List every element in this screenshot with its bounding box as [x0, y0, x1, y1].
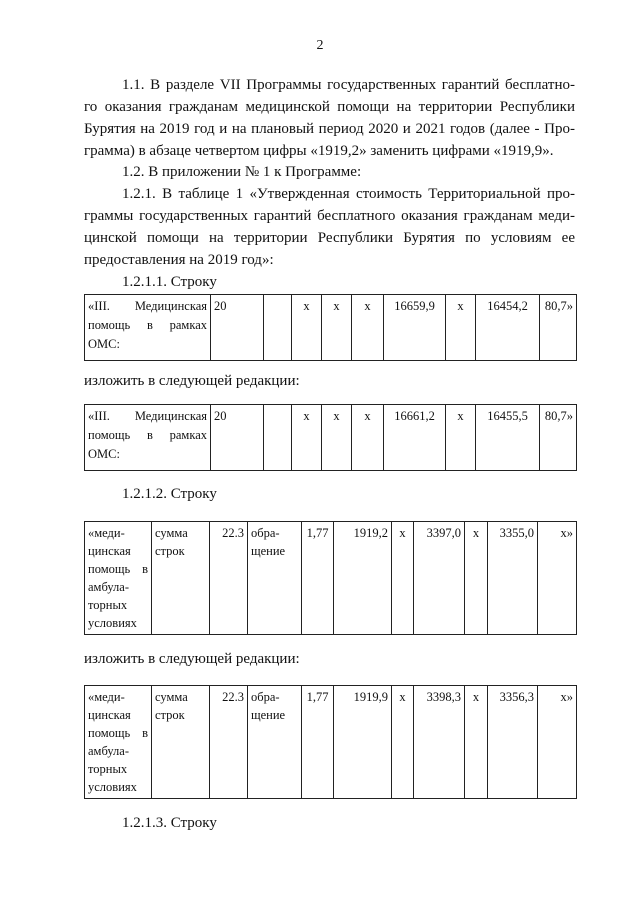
label-line: торных [88, 598, 128, 612]
replace-text: изложить в следующей редакции: [84, 373, 300, 389]
replace-text: изложить в следующей редакции: [84, 651, 300, 667]
paragraph-line: 1.2.1. В таблице 1 «Утвержденная стоимость Территориальной про- [122, 186, 575, 202]
label-line: ОМС: [88, 447, 120, 461]
paragraph-line: 1.1. В разделе VII Программы государственных гарантий бесплатно- [122, 77, 575, 93]
table-cell: х [322, 295, 352, 361]
label-line: «III. Медицинская [88, 299, 207, 313]
table-cell: 1,77 [302, 686, 334, 799]
paragraph-line: го оказания гражданам медицинской помощи на территории Республики [84, 99, 575, 115]
paragraph-line: 1.2.1.3. Строку [122, 815, 217, 831]
table-cell: х [392, 686, 414, 799]
table-cell: х [446, 295, 476, 361]
table-cell [248, 686, 302, 799]
table-cell: х [322, 405, 352, 471]
label-line: цинская [88, 544, 131, 558]
table-cell: 16455,5 [476, 405, 540, 471]
table-cell: х» [538, 686, 577, 799]
cell-line: сумма [155, 526, 188, 540]
table-cell: 16454,2 [476, 295, 540, 361]
cell-line: строк [155, 708, 185, 722]
table-cell: х [352, 405, 384, 471]
table-cell: 16661,2 [384, 405, 446, 471]
label-line: помощь в [88, 562, 148, 576]
label-line: условиях [88, 616, 137, 630]
paragraph-line: граммы государственных гарантий бесплатного оказания гражданам меди- [84, 208, 575, 224]
table-cell: 3356,3 [488, 686, 538, 799]
cell-line: щение [251, 544, 286, 558]
table-cell: 16659,9 [384, 295, 446, 361]
paragraph-line: Бурятия на 2019 год и на плановый период 2020 и 2021 годов (далее - Про- [84, 121, 575, 137]
table-row-old-omc [84, 294, 577, 361]
cell-line: обра- [251, 526, 280, 540]
label-line: торных [88, 762, 128, 776]
row-label [85, 295, 211, 361]
table-cell [152, 522, 210, 635]
row-label [85, 522, 152, 635]
cell-line: щение [251, 708, 286, 722]
label-line: цинская [88, 708, 131, 722]
table-cell: 20 [211, 295, 264, 361]
paragraph-line: грамма) в абзаце четвертом цифры «1919,2» заменить цифрами «1919,9». [84, 143, 554, 159]
table-cell: х [446, 405, 476, 471]
label-line: помощь в рамках [88, 318, 207, 332]
label-line: «меди- [88, 690, 125, 704]
table-cell [152, 686, 210, 799]
table-cell: 80,7» [540, 405, 577, 471]
cell-line: сумма [155, 690, 188, 704]
table-cell: 3355,0 [488, 522, 538, 635]
paragraph-line: 1.2.1.2. Строку [122, 486, 217, 502]
label-line: амбула- [88, 580, 129, 594]
paragraph-line: цинской помощи на территории Республики Бурятия по условиям ее [84, 230, 575, 246]
table-cell [264, 405, 292, 471]
label-line: «меди- [88, 526, 125, 540]
table-cell: х [465, 522, 488, 635]
label-line: амбула- [88, 744, 129, 758]
table-cell: х [352, 295, 384, 361]
table-row-new-omc [84, 404, 577, 471]
table-cell [264, 295, 292, 361]
table-cell: 1919,2 [334, 522, 392, 635]
table-cell [248, 522, 302, 635]
cell-line: строк [155, 544, 185, 558]
table-cell: 3397,0 [414, 522, 465, 635]
table-cell: 20 [211, 405, 264, 471]
cell-line: обра- [251, 690, 280, 704]
table-cell: х» [538, 522, 577, 635]
label-line: условиях [88, 780, 137, 794]
table-row-old-ambulatory [84, 521, 577, 635]
table-cell: х [292, 405, 322, 471]
paragraph-line: предоставления на 2019 год»: [84, 252, 274, 268]
table-cell: 1919,9 [334, 686, 392, 799]
table-cell: 22.3 [210, 522, 248, 635]
page-number: 2 [316, 38, 324, 53]
table-cell: 22.3 [210, 686, 248, 799]
table-cell: 80,7» [540, 295, 577, 361]
table-cell: х [465, 686, 488, 799]
table-cell: х [292, 295, 322, 361]
row-label [85, 686, 152, 799]
table-cell: х [392, 522, 414, 635]
paragraph-line: 1.2.1.1. Строку [122, 274, 217, 290]
table-row-new-ambulatory [84, 685, 577, 799]
row-label [85, 405, 211, 471]
label-line: помощь в [88, 726, 148, 740]
table-cell: 3398,3 [414, 686, 465, 799]
label-line: ОМС: [88, 337, 120, 351]
table-cell: 1,77 [302, 522, 334, 635]
label-line: помощь в рамках [88, 428, 207, 442]
label-line: «III. Медицинская [88, 409, 207, 423]
paragraph-line: 1.2. В приложении № 1 к Программе: [122, 164, 362, 180]
